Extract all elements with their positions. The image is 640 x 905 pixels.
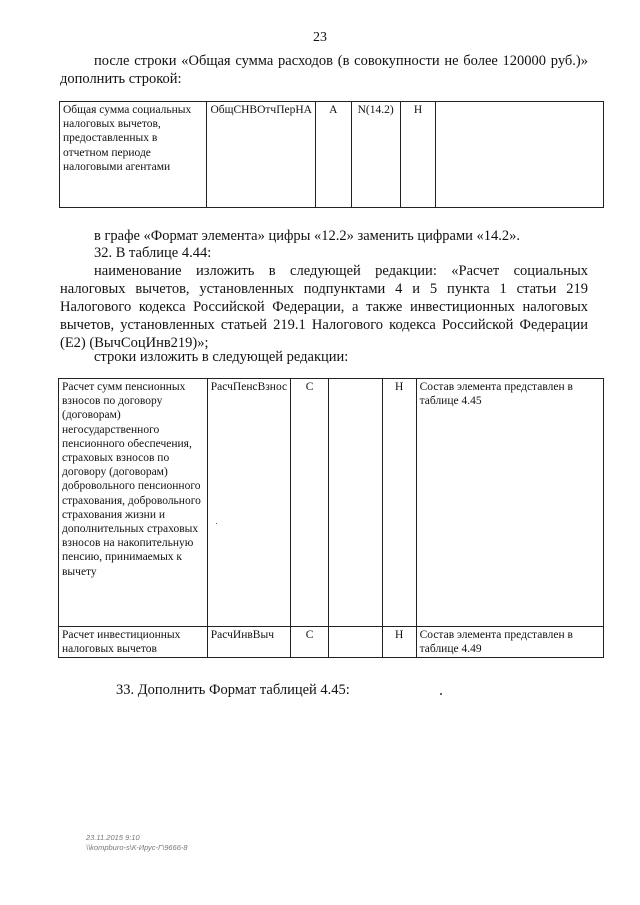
footer-timestamp: 23.11.2015 9:10 bbox=[86, 833, 140, 842]
item-33-heading: 33. Дополнить Формат таблицей 4.45: bbox=[116, 682, 350, 698]
cell-code: ОбщСНВОтчПерНА bbox=[207, 102, 316, 208]
name-paragraph: наименование изложить в следующей редакции: «Расчет социальных налоговых вычетов, установленных подпунктами 4 и 5 пункта 1 статьи 219 Налогового кодекса Российской Федерации, а также инвестиционных налоговых вычетов, установленных статьей 219.1 Налогового кодекса Российской Федерации (Е2) (ВычСоцИнв219)»; bbox=[60, 263, 588, 351]
cell-required: Н bbox=[382, 379, 416, 627]
cell-code: РасчПенсВзнос bbox=[207, 379, 290, 627]
table-row bbox=[60, 102, 604, 208]
cell-name: Общая сумма социальных налоговых вычетов, предоставленных в отчетном периоде налоговыми агентами bbox=[60, 102, 207, 208]
cell-note: Состав элемента представлен в таблице 4.49 bbox=[416, 627, 603, 658]
cell-name: Расчет сумм пенсионных взносов по договору (договорам) негосударственного пенсионного обеспечения, страховых взносов по договору (договорам) добровольного пенсионного страхования, добровольного страхования жизни и дополнительных страховых взносов на накопительную пенсию, принимаемых к вычету bbox=[59, 379, 208, 627]
cell-format: N(14.2) bbox=[351, 102, 400, 208]
rows-instruction: строки изложить в следующей редакции: bbox=[94, 349, 349, 365]
cell-type: С bbox=[291, 379, 329, 627]
stray-mark bbox=[440, 693, 442, 695]
cell-required: Н bbox=[382, 627, 416, 658]
cell-note bbox=[436, 102, 604, 208]
footer-path: \\kompburo-s\К-Ирус-Г\9666-8 bbox=[86, 843, 188, 852]
cell-format bbox=[328, 627, 382, 658]
item-32-heading: 32. В таблице 4.44: bbox=[94, 245, 212, 261]
cell-note: Состав элемента представлен в таблице 4.45 bbox=[416, 379, 603, 627]
table-row bbox=[59, 379, 604, 627]
cell-name: Расчет инвестиционных налоговых вычетов bbox=[59, 627, 208, 658]
page-number: 23 bbox=[313, 30, 327, 45]
cell-format bbox=[328, 379, 382, 627]
cell-required: Н bbox=[400, 102, 436, 208]
replace-instruction: в графе «Формат элемента» цифры «12.2» заменить цифрами «14.2». bbox=[94, 228, 521, 244]
cell-code: РасчИнвВыч bbox=[207, 627, 290, 658]
intro-paragraph: после строки «Общая сумма расходов (в совокупности не более 120000 руб.)» дополнить строкой: bbox=[60, 53, 588, 87]
table-4-44-rows bbox=[58, 378, 604, 658]
table-row bbox=[59, 627, 604, 658]
cell-type: С bbox=[291, 627, 329, 658]
cell-type: А bbox=[315, 102, 351, 208]
table-new-row bbox=[59, 101, 604, 208]
stray-mark bbox=[216, 523, 217, 524]
